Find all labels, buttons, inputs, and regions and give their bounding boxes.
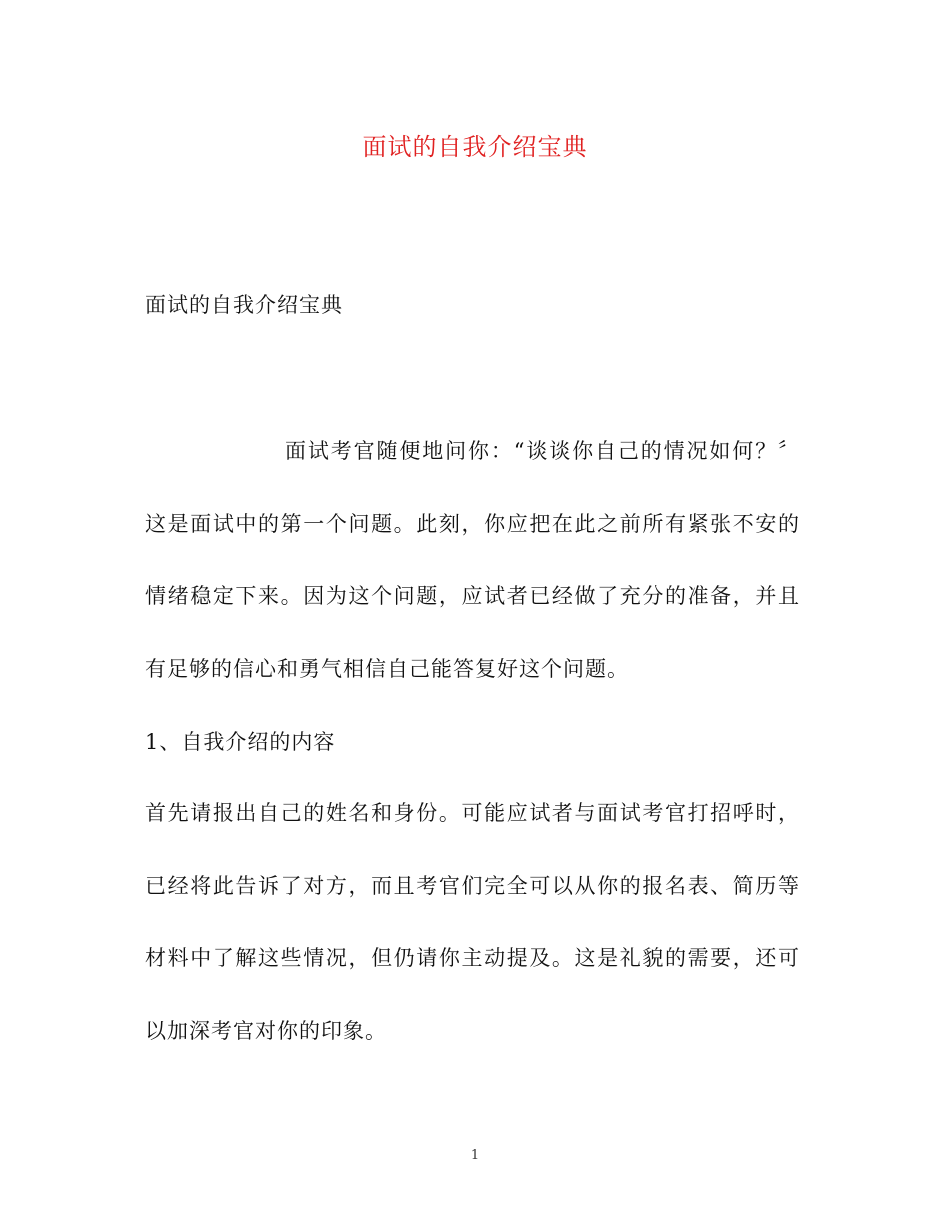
document-title: 面试的自我介绍宝典 [362, 133, 588, 161]
section-heading: 1、自我介绍的内容 [145, 730, 336, 754]
document-subtitle: 面试的自我介绍宝典 [145, 293, 343, 317]
page-number: 1 [470, 1148, 480, 1163]
intro-paragraph: 面试考官随便地问你：“谈谈你自己的情况如何？〞这是面试中的第一个问题。此刻，你应把在此之前所有紧张不安的情绪稳定下来。因为这个问题，应试者已经做了充分的准备，并且有足够的信心和勇气相信自己能答复好这个问题。 [145, 439, 800, 681]
content-paragraph: 首先请报出自己的姓名和身份。可能应试者与面试考官打招呼时，已经将此告诉了对方，而且考官们完全可以从你的报名表、简历等材料中了解这些情况，但仍请你主动提及。这是礼貌的需要，还可以加深考官对你的印象。 [145, 801, 800, 1043]
